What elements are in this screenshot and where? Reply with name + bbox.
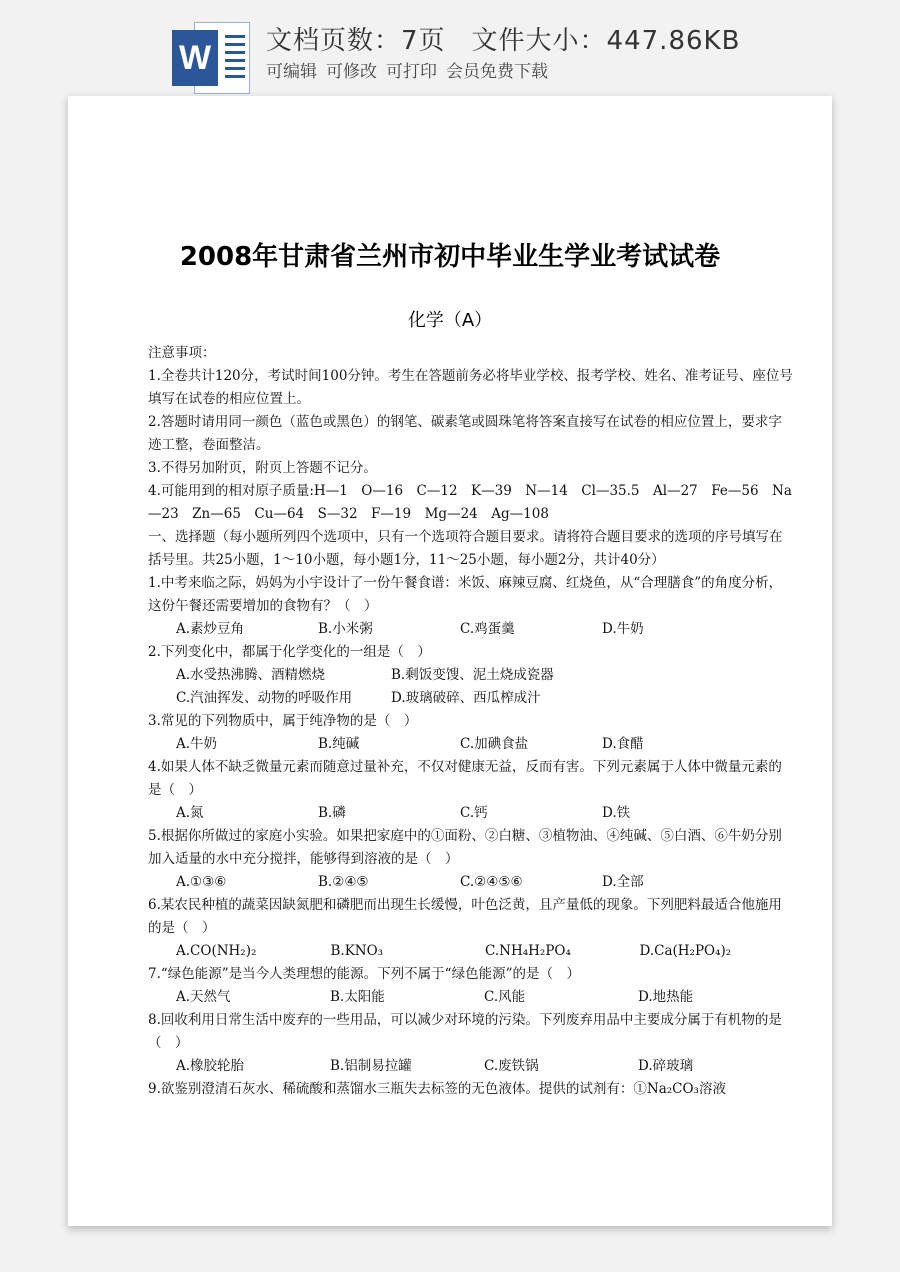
option: B.KNO₃ bbox=[330, 943, 384, 959]
option: C.风能 bbox=[484, 989, 526, 1005]
option: B.磷 bbox=[318, 805, 346, 821]
section-heading: 一、选择题（每小题所列四个选项中，只有一个选项符合题目要求。请将符合题目要求的选项的序号填写在括号里。共25小题，1～10小题，每小题1分，11～25小题，每小题2分，共计40分） bbox=[148, 529, 783, 568]
option: A.素炒豆角 bbox=[176, 621, 245, 637]
option: C.②④⑤⑥ bbox=[460, 874, 523, 890]
question-1-options bbox=[148, 618, 794, 641]
option: D.食醋 bbox=[602, 736, 644, 752]
document-page bbox=[68, 96, 832, 1226]
feature-editable: 可编辑 bbox=[266, 62, 317, 82]
file-size-label: 文件大小：447.86KB bbox=[471, 26, 741, 56]
word-document-icon bbox=[172, 22, 250, 94]
question-5: 5.根据你所做过的家庭小实验。如果把家庭中的①面粉、②白糖、③植物油、④纯碱、⑤白酒、⑥牛奶分别加入适量的水中充分搅拌，能够得到溶液的是（ ） bbox=[148, 828, 782, 867]
question-3-options bbox=[148, 733, 794, 756]
document-body bbox=[148, 342, 794, 1101]
feature-modifiable: 可修改 bbox=[326, 62, 377, 82]
document-subtitle: 化学（A） bbox=[407, 310, 493, 331]
option: D.地热能 bbox=[638, 989, 694, 1005]
option: B.小米粥 bbox=[318, 621, 373, 637]
question-1: 1.中考来临之际，妈妈为小宇设计了一份午餐食谱：米饭、麻辣豆腐、红烧鱼，从“合理膳食”的角度分析，这份午餐还需要增加的食物有？（ ） bbox=[148, 575, 783, 614]
option: D.全部 bbox=[602, 874, 644, 890]
option: A.CO(NH₂)₂ bbox=[176, 943, 257, 959]
option: B.纯碱 bbox=[318, 736, 360, 752]
option: A.氮 bbox=[176, 805, 204, 821]
option: C.鸡蛋羹 bbox=[460, 621, 515, 637]
question-7-options bbox=[148, 986, 794, 1009]
document-info-header bbox=[0, 0, 900, 96]
note-3: 3.不得另加附页，附页上答题不记分。 bbox=[148, 460, 377, 476]
question-8: 8.回收利用日常生活中废弃的一些用品，可以减少对环境的污染。下列废弃用品中主要成分属于有机物的是（ ） bbox=[148, 1012, 782, 1051]
option: C.加碘食盐 bbox=[460, 736, 529, 752]
question-7: 7.“绿色能源”是当今人类理想的能源。下列不属于“绿色能源”的是（ ） bbox=[148, 966, 580, 982]
option: B.铝制易拉罐 bbox=[330, 1058, 412, 1074]
note-4: 4.可能用到的相对原子质量:H—1 O—16 C—12 K—39 N—14 Cl—35.5 Al—27 Fe—56 Na—23 Zn—65 Cu—64 S—32 F—19 Mg—24 Ag—108 bbox=[148, 483, 792, 522]
option: C.汽油挥发、动物的呼吸作用 bbox=[176, 690, 353, 706]
question-5-options bbox=[148, 871, 794, 894]
option: A.牛奶 bbox=[176, 736, 218, 752]
option: C.钙 bbox=[460, 805, 488, 821]
option: A.天然气 bbox=[176, 989, 231, 1005]
option: C.废铁锅 bbox=[484, 1058, 539, 1074]
option: D.Ca(H₂PO₄)₂ bbox=[639, 943, 732, 959]
feature-list bbox=[266, 57, 557, 82]
option: B.②④⑤ bbox=[318, 874, 369, 890]
feature-member-download: 会员免费下载 bbox=[446, 62, 548, 82]
option: A.橡胶轮胎 bbox=[176, 1058, 245, 1074]
option: C.NH₄H₂PO₄ bbox=[485, 943, 571, 959]
word-icon-letter: W bbox=[172, 30, 218, 86]
note-1: 1.全卷共计120分，考试时间100分钟。考生在答题前务必将毕业学校、报考学校、姓名、准考证号、座位号填写在试卷的相应位置上。 bbox=[148, 368, 793, 407]
option: A.水受热沸腾、酒精燃烧 bbox=[176, 667, 326, 683]
question-6: 6.某农民种植的蔬菜因缺氮肥和磷肥而出现生长缓慢，叶色泛黄，且产量低的现象。下列肥料最适合他施用的是（ ） bbox=[148, 897, 782, 936]
question-4: 4.如果人体不缺乏微量元素而随意过量补充，不仅对健康无益，反而有害。下列元素属于人体中微量元素的是（ ） bbox=[148, 759, 782, 798]
question-2-options-row-1 bbox=[148, 664, 794, 687]
notes-heading: 注意事项： bbox=[148, 345, 216, 361]
question-9: 9.欲鉴别澄清石灰水、稀硫酸和蒸馏水三瓶失去标签的无色液体。提供的试剂有：①Na₂CO₃溶液 bbox=[148, 1081, 726, 1097]
page-count-label: 文档页数：7页 bbox=[266, 26, 446, 56]
question-6-options bbox=[148, 940, 794, 963]
option: D.铁 bbox=[602, 805, 631, 821]
question-4-options bbox=[148, 802, 794, 825]
option: B.太阳能 bbox=[330, 989, 385, 1005]
feature-printable: 可打印 bbox=[386, 62, 437, 82]
question-2-options-row-2 bbox=[148, 687, 794, 710]
option: A.①③⑥ bbox=[176, 874, 227, 890]
document-title: 2008年甘肃省兰州市初中毕业生学业考试试卷 bbox=[179, 242, 721, 272]
question-3: 3.常见的下列物质中，属于纯净物的是（ ） bbox=[148, 713, 418, 729]
option: D.牛奶 bbox=[602, 621, 644, 637]
question-2: 2.下列变化中，都属于化学变化的一组是（ ） bbox=[148, 644, 431, 660]
option: B.剩饭变馊、泥土烧成瓷器 bbox=[391, 667, 554, 683]
question-8-options bbox=[148, 1055, 794, 1078]
note-2: 2.答题时请用同一颜色（蓝色或黑色）的钢笔、碳素笔或圆珠笔将答案直接写在试卷的相应位置上，要求字迹工整，卷面整洁。 bbox=[148, 414, 782, 453]
option: D.碎玻璃 bbox=[638, 1058, 694, 1074]
option: D.玻璃破碎、西瓜榨成汁 bbox=[391, 690, 541, 706]
